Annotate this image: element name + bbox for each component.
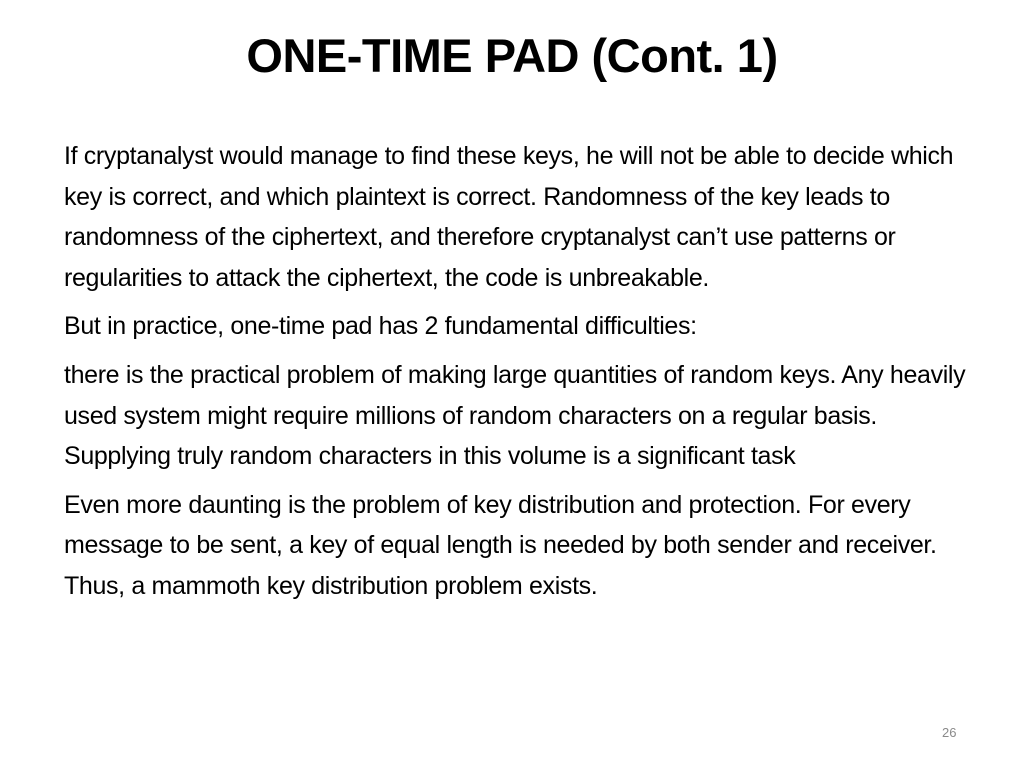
slide-number: 26 (942, 725, 957, 740)
paragraph-key-randomness: If cryptanalyst would manage to find these keys, he will not be able to decide which key is correct, and which plaintext is correct. Randomness of the key leads to randomness of the ciphertext, and therefore cryptanalyst can’t use patterns or regularities to attack the ciphertext, the code is unbreakable. (64, 142, 954, 292)
paragraph-key-distribution: Even more daunting is the problem of key distribution and protection. For every message to be sent, a key of equal length is needed by both sender and receiver. Thus, a mammoth key distribution problem exists. (64, 490, 937, 600)
slide-title: ONE-TIME PAD (Cont. 1) (246, 29, 778, 82)
slide-body (64, 136, 970, 615)
paragraph-difficulties-intro: But in practice, one-time pad has 2 fundamental difficulties: (64, 312, 697, 341)
paragraph-key-generation: there is the practical problem of making large quantities of random keys. Any heavily used system might require millions of random characters on a regular basis. Supplying truly random characters in this volume is a significant task (64, 360, 966, 471)
